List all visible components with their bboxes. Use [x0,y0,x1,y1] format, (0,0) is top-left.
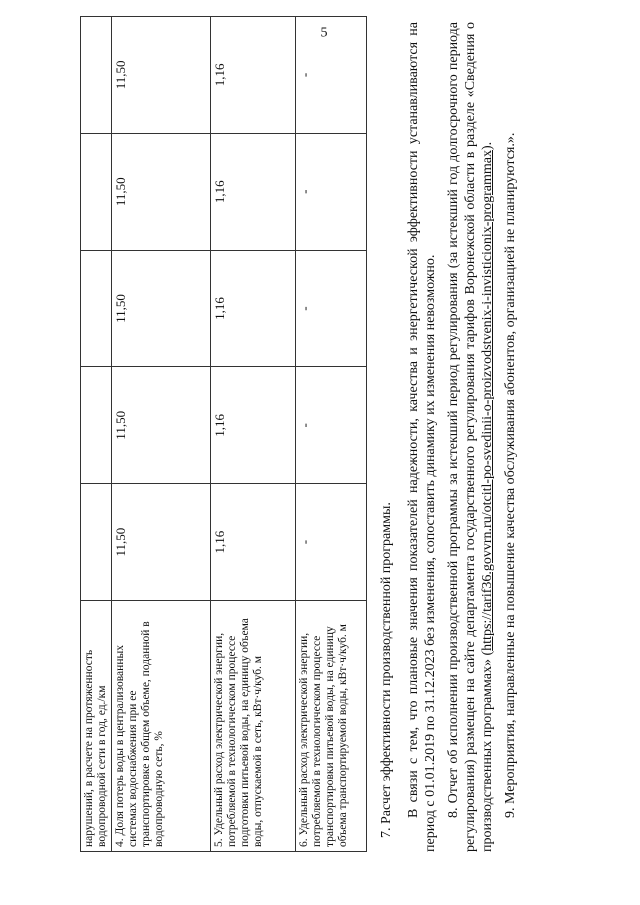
indicator-value: 1,16 [211,250,296,367]
indicator-value: - [296,250,367,367]
indicator-value: 11,50 [112,484,211,601]
table-row [296,17,367,852]
indicators-table [80,16,367,852]
indicator-label: 4. Доля потерь воды в централизованных системах водоснабжения при ее транспортировке в общем объеме, поданной в водопроводную сеть, % [112,601,211,852]
indicator-label: 5. Удельный расход электрической энергии, потребляемой в технологическом процессе подготовки питьевой воды, на единицу объема воды, отпускаемой в сеть, кВт·ч/куб. м [211,601,296,852]
indicator-value: 1,16 [211,17,296,134]
indicator-value: - [296,17,367,134]
indicator-label: 6. Удельный расход электрической энергии, потребляемой в технологическом процессе транспортировки питьевой воды, на единицу объема транспортируемой воды, кВт·ч/куб. м [296,601,367,852]
table-row [211,17,296,852]
table-row [112,17,211,852]
page-number: 5 [320,25,328,41]
indicator-value: 1,16 [211,133,296,250]
tariff-site-link[interactable]: https://tarif36.govvrn.ru/otcitl-po-svedinii-o-proizvodstvenix-i-invisticionix-programmax [480,150,495,651]
indicator-value: - [296,484,367,601]
indicator-value [81,484,112,601]
document-page [20,22,620,882]
indicator-label: нарушений, в расчете на протяженность водопроводной сети в год, ед./км [81,601,112,852]
document-body [378,22,525,852]
indicator-value [81,133,112,250]
indicator-value [81,17,112,134]
paragraph-report-end: ). [480,141,495,151]
indicator-value: 11,50 [112,250,211,367]
table-row [81,17,112,852]
indicator-value: 11,50 [112,367,211,484]
indicator-value: 1,16 [211,484,296,601]
indicator-value [81,367,112,484]
indicator-value: - [296,133,367,250]
indicator-value: - [296,367,367,484]
paragraph-efficiency: В связи с тем, что плановые значения показателей надежности, качества и энергетической эффективности устанавливаются на период с 01.01.2019 по 31.12.2023 без изменения, сопоставить динамику их изменения невозможно. [406,22,438,852]
indicator-value: 11,50 [112,133,211,250]
paragraph-report-text: 8. Отчет об исполнении производственной программы за истекший период регулирования (за истекший год долгосрочного периода регулирования) размещен на сайте департамента государственного регулирования тарифов Воронежской области в разделе «Сведения о производственных программах» ( [446,22,495,852]
indicator-value: 11,50 [112,17,211,134]
indicator-value: 1,16 [211,367,296,484]
section-heading: 7. Расчет эффективности производственной программы. [379,502,394,838]
paragraph-report [445,22,496,852]
paragraph-measures: 9. Мероприятия, направленные на повышение качества обслуживания абонентов, организацией не планируются.». [503,132,518,818]
indicator-value [81,250,112,367]
